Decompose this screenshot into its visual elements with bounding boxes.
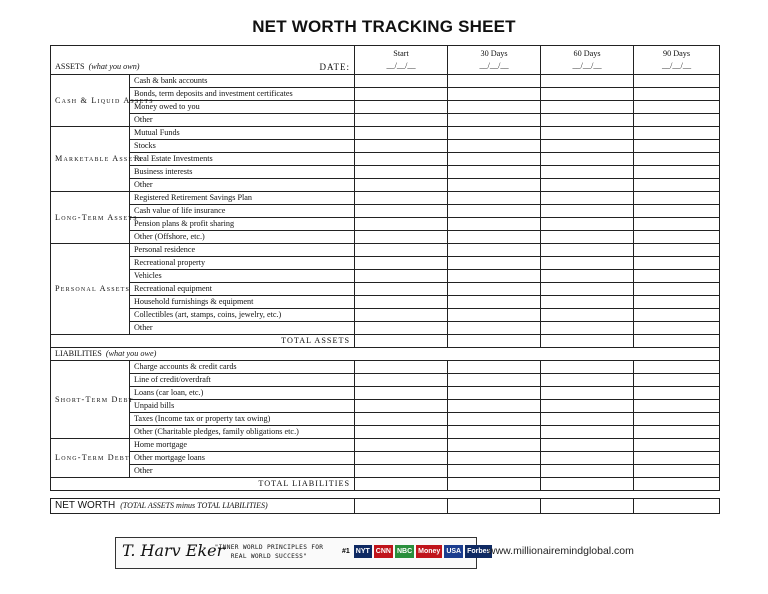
line-item-value-cell[interactable] — [448, 426, 541, 439]
line-item-value-cell[interactable] — [448, 296, 541, 309]
liabilities-header-row — [51, 348, 720, 361]
logo-money: Money — [416, 545, 442, 558]
line-item-row — [51, 309, 720, 322]
line-item-row — [51, 387, 720, 400]
line-item-row — [51, 283, 720, 296]
group-label: Short-Term Debt — [51, 361, 130, 439]
line-item-value-cell[interactable] — [355, 88, 448, 101]
line-item-value-cell[interactable] — [634, 101, 720, 114]
line-item-value-cell[interactable] — [541, 296, 634, 309]
line-item-label: Household furnishings & equipment — [130, 296, 355, 309]
signature: T. Harv Eker — [122, 541, 225, 560]
line-item-value-cell[interactable] — [448, 413, 541, 426]
line-item-row — [51, 75, 720, 88]
line-item-value-cell[interactable] — [541, 374, 634, 387]
line-item-label: Recreational equipment — [130, 283, 355, 296]
line-item-label: Unpaid bills — [130, 400, 355, 413]
assets-sub: (what you own) — [88, 62, 140, 71]
column-date-field[interactable]: __/__/__ — [661, 61, 692, 70]
line-item-value-cell[interactable] — [448, 140, 541, 153]
total-assets-label: TOTAL ASSETS — [51, 335, 355, 348]
line-item-label: Other — [130, 114, 355, 127]
line-item-value-cell[interactable] — [448, 205, 541, 218]
line-item-value-cell[interactable] — [541, 283, 634, 296]
line-item-row — [51, 205, 720, 218]
assets-header — [51, 46, 355, 75]
net-worth-value-cell[interactable] — [448, 499, 541, 514]
line-item-row — [51, 179, 720, 192]
line-item-row — [51, 166, 720, 179]
line-item-label: Other (Charitable pledges, family obligations etc.) — [130, 426, 355, 439]
line-item-value-cell[interactable] — [355, 192, 448, 205]
line-item-value-cell[interactable] — [541, 166, 634, 179]
total-assets-value-cell[interactable] — [541, 335, 634, 348]
column-header-2 — [541, 46, 634, 75]
line-item-value-cell[interactable] — [634, 114, 720, 127]
line-item-label: Other — [130, 179, 355, 192]
line-item-value-cell[interactable] — [355, 322, 448, 335]
line-item-value-cell[interactable] — [541, 205, 634, 218]
line-item-label: Charge accounts & credit cards — [130, 361, 355, 374]
line-item-value-cell[interactable] — [634, 218, 720, 231]
total-liabilities-value-cell[interactable] — [448, 478, 541, 491]
assets-label: ASSETS — [55, 62, 85, 71]
line-item-value-cell[interactable] — [355, 296, 448, 309]
line-item-value-cell[interactable] — [634, 322, 720, 335]
line-item-row — [51, 153, 720, 166]
line-item-value-cell[interactable] — [541, 309, 634, 322]
net-worth-value-cell[interactable] — [355, 499, 448, 514]
line-item-value-cell[interactable] — [541, 439, 634, 452]
line-item-label: Real Estate Investments — [130, 153, 355, 166]
line-item-row — [51, 400, 720, 413]
line-item-value-cell[interactable] — [355, 179, 448, 192]
line-item-value-cell[interactable] — [355, 400, 448, 413]
line-item-row — [51, 452, 720, 465]
line-item-row — [51, 101, 720, 114]
line-item-label: Stocks — [130, 140, 355, 153]
line-item-value-cell[interactable] — [634, 296, 720, 309]
line-item-row — [51, 88, 720, 101]
line-item-row — [51, 426, 720, 439]
line-item-value-cell[interactable] — [541, 88, 634, 101]
line-item-label: Collectibles (art, stamps, coins, jewelry, etc.) — [130, 309, 355, 322]
line-item-label: Mutual Funds — [130, 127, 355, 140]
net-worth-sub: (TOTAL ASSETS minus TOTAL LIABILITIES) — [120, 501, 268, 510]
line-item-value-cell[interactable] — [448, 101, 541, 114]
line-item-value-cell[interactable] — [355, 140, 448, 153]
line-item-label: Line of credit/overdraft — [130, 374, 355, 387]
line-item-value-cell[interactable] — [448, 166, 541, 179]
line-item-row — [51, 257, 720, 270]
line-item-value-cell[interactable] — [634, 309, 720, 322]
line-item-row — [51, 244, 720, 257]
logo-number-one: #1 — [342, 548, 350, 555]
website-url[interactable]: www.millionairemindglobal.com — [488, 545, 634, 557]
total-assets-value-cell[interactable] — [448, 335, 541, 348]
line-item-label: Other — [130, 465, 355, 478]
column-label: 60 Days — [573, 49, 601, 58]
line-item-value-cell[interactable] — [448, 218, 541, 231]
line-item-value-cell[interactable] — [541, 218, 634, 231]
line-item-row — [51, 465, 720, 478]
total-liabilities-row — [51, 478, 720, 491]
line-item-value-cell[interactable] — [634, 205, 720, 218]
line-item-value-cell[interactable] — [541, 413, 634, 426]
line-item-value-cell[interactable] — [634, 400, 720, 413]
line-item-label: Taxes (Income tax or property tax owing) — [130, 413, 355, 426]
line-item-label: Money owed to you — [130, 101, 355, 114]
line-item-value-cell[interactable] — [541, 387, 634, 400]
line-item-row — [51, 374, 720, 387]
line-item-value-cell[interactable] — [355, 75, 448, 88]
line-item-value-cell[interactable] — [448, 465, 541, 478]
group-label: Cash & Liquid Assets — [51, 75, 130, 127]
line-item-label: Personal residence — [130, 244, 355, 257]
line-item-value-cell[interactable] — [448, 244, 541, 257]
line-item-value-cell[interactable] — [448, 283, 541, 296]
liabilities-header — [51, 348, 720, 361]
line-item-label: Home mortgage — [130, 439, 355, 452]
line-item-value-cell[interactable] — [541, 127, 634, 140]
logo-nyt: NYT — [354, 545, 372, 558]
line-item-value-cell[interactable] — [355, 127, 448, 140]
net-worth-value-cell[interactable] — [541, 499, 634, 514]
total-assets-value-cell[interactable] — [355, 335, 448, 348]
total-liabilities-label: TOTAL LIABILITIES — [51, 478, 355, 491]
line-item-value-cell[interactable] — [355, 465, 448, 478]
line-item-label: Vehicles — [130, 270, 355, 283]
line-item-row — [51, 218, 720, 231]
line-item-value-cell[interactable] — [541, 179, 634, 192]
line-item-value-cell[interactable] — [634, 452, 720, 465]
line-item-value-cell[interactable] — [541, 322, 634, 335]
line-item-value-cell[interactable] — [541, 140, 634, 153]
column-header-0 — [355, 46, 448, 75]
line-item-value-cell[interactable] — [541, 465, 634, 478]
line-item-value-cell[interactable] — [448, 374, 541, 387]
line-item-row — [51, 127, 720, 140]
line-item-value-cell[interactable] — [634, 244, 720, 257]
line-item-value-cell[interactable] — [448, 322, 541, 335]
line-item-value-cell[interactable] — [355, 426, 448, 439]
line-item-value-cell[interactable] — [448, 192, 541, 205]
net-worth-value-cell[interactable] — [634, 499, 720, 514]
line-item-value-cell[interactable] — [448, 400, 541, 413]
footer-banner — [115, 537, 491, 569]
logo-nbc: NBC — [395, 545, 414, 558]
line-item-value-cell[interactable] — [355, 218, 448, 231]
total-liabilities-value-cell[interactable] — [355, 478, 448, 491]
line-item-value-cell[interactable] — [355, 387, 448, 400]
line-item-value-cell[interactable] — [448, 387, 541, 400]
line-item-row — [51, 114, 720, 127]
column-date-field[interactable]: __/__/__ — [386, 61, 416, 70]
column-label: 30 Days — [480, 49, 508, 58]
line-item-row — [51, 192, 720, 205]
line-item-value-cell[interactable] — [355, 361, 448, 374]
line-item-value-cell[interactable] — [448, 270, 541, 283]
line-item-label: Other mortgage loans — [130, 452, 355, 465]
line-item-row — [51, 361, 720, 374]
total-assets-row — [51, 335, 720, 348]
group-label: Long-Term Assets — [51, 192, 130, 244]
line-item-value-cell[interactable] — [541, 192, 634, 205]
line-item-value-cell[interactable] — [634, 413, 720, 426]
line-item-value-cell[interactable] — [634, 257, 720, 270]
line-item-value-cell[interactable] — [634, 426, 720, 439]
line-item-value-cell[interactable] — [634, 231, 720, 244]
line-item-value-cell[interactable] — [355, 114, 448, 127]
line-item-value-cell[interactable] — [634, 270, 720, 283]
liabilities-sub: (what you owe) — [105, 349, 157, 358]
total-assets-value-cell[interactable] — [634, 335, 720, 348]
line-item-value-cell[interactable] — [541, 361, 634, 374]
line-item-label: Recreational property — [130, 257, 355, 270]
column-date-field[interactable]: __/__/__ — [479, 61, 509, 70]
line-item-value-cell[interactable] — [448, 439, 541, 452]
line-item-label: Cash value of life insurance — [130, 205, 355, 218]
footer-quote: "INNER WORLD PRINCIPLES FOR REAL WORLD SUCCESS" — [214, 544, 324, 560]
line-item-value-cell[interactable] — [355, 413, 448, 426]
line-item-label: Pension plans & profit sharing — [130, 218, 355, 231]
line-item-value-cell[interactable] — [634, 283, 720, 296]
line-item-value-cell[interactable] — [541, 426, 634, 439]
line-item-value-cell[interactable] — [541, 114, 634, 127]
logo-forbes: Forbes — [465, 545, 492, 558]
line-item-label: Other — [130, 322, 355, 335]
line-item-value-cell[interactable] — [541, 400, 634, 413]
logo-cnn: CNN — [374, 545, 393, 558]
line-item-row — [51, 439, 720, 452]
line-item-value-cell[interactable] — [448, 179, 541, 192]
page-title: NET WORTH TRACKING SHEET — [252, 17, 516, 36]
line-item-label: Bonds, term deposits and investment certificates — [130, 88, 355, 101]
line-item-value-cell[interactable] — [634, 75, 720, 88]
line-item-label: Loans (car loan, etc.) — [130, 387, 355, 400]
line-item-value-cell[interactable] — [634, 387, 720, 400]
line-item-value-cell[interactable] — [634, 127, 720, 140]
line-item-value-cell[interactable] — [448, 361, 541, 374]
line-item-value-cell[interactable] — [448, 309, 541, 322]
line-item-value-cell[interactable] — [355, 439, 448, 452]
net-worth-row — [51, 499, 720, 514]
line-item-value-cell[interactable] — [634, 179, 720, 192]
line-item-value-cell[interactable] — [448, 114, 541, 127]
line-item-row — [51, 322, 720, 335]
line-item-value-cell[interactable] — [448, 231, 541, 244]
line-item-value-cell[interactable] — [448, 88, 541, 101]
total-liabilities-value-cell[interactable] — [541, 478, 634, 491]
line-item-value-cell[interactable] — [541, 101, 634, 114]
line-item-value-cell[interactable] — [541, 257, 634, 270]
total-liabilities-value-cell[interactable] — [634, 478, 720, 491]
line-item-value-cell[interactable] — [634, 465, 720, 478]
group-label: Personal Assets — [51, 244, 130, 335]
line-item-value-cell[interactable] — [355, 283, 448, 296]
line-item-value-cell[interactable] — [448, 127, 541, 140]
line-item-value-cell[interactable] — [634, 439, 720, 452]
line-item-value-cell[interactable] — [448, 75, 541, 88]
line-item-value-cell[interactable] — [634, 88, 720, 101]
spacer-cell — [51, 491, 720, 499]
line-item-value-cell[interactable] — [634, 153, 720, 166]
line-item-value-cell[interactable] — [634, 166, 720, 179]
line-item-value-cell[interactable] — [541, 231, 634, 244]
line-item-row — [51, 296, 720, 309]
date-label: DATE: — [319, 62, 350, 72]
line-item-value-cell[interactable] — [355, 153, 448, 166]
line-item-value-cell[interactable] — [541, 153, 634, 166]
line-item-value-cell[interactable] — [634, 374, 720, 387]
column-header-3 — [634, 46, 720, 75]
column-label: Start — [393, 49, 409, 58]
line-item-row — [51, 270, 720, 283]
header-row — [51, 46, 720, 75]
line-item-value-cell[interactable] — [355, 244, 448, 257]
line-item-value-cell[interactable] — [355, 257, 448, 270]
line-item-label: Registered Retirement Savings Plan — [130, 192, 355, 205]
line-item-label: Business interests — [130, 166, 355, 179]
net-worth-table — [50, 45, 720, 514]
line-item-value-cell[interactable] — [355, 231, 448, 244]
liabilities-label: LIABILITIES — [55, 349, 102, 358]
column-date-field[interactable]: __/__/__ — [572, 61, 602, 70]
line-item-value-cell[interactable] — [355, 452, 448, 465]
group-label: Long-Term Debt — [51, 439, 130, 478]
line-item-row — [51, 140, 720, 153]
line-item-value-cell[interactable] — [355, 309, 448, 322]
net-worth-label: NET WORTH — [55, 500, 116, 511]
spacer-row — [51, 491, 720, 499]
line-item-value-cell[interactable] — [355, 101, 448, 114]
media-logos — [340, 545, 492, 558]
line-item-value-cell[interactable] — [541, 244, 634, 257]
line-item-value-cell[interactable] — [448, 153, 541, 166]
line-item-row — [51, 231, 720, 244]
line-item-value-cell[interactable] — [541, 270, 634, 283]
net-worth-cell — [51, 499, 355, 514]
line-item-value-cell[interactable] — [355, 166, 448, 179]
line-item-label: Cash & bank accounts — [130, 75, 355, 88]
line-item-value-cell[interactable] — [355, 374, 448, 387]
logo-usa: USA — [444, 545, 463, 558]
line-item-value-cell[interactable] — [355, 205, 448, 218]
column-header-1 — [448, 46, 541, 75]
line-item-value-cell[interactable] — [541, 75, 634, 88]
line-item-value-cell[interactable] — [634, 192, 720, 205]
line-item-value-cell[interactable] — [448, 452, 541, 465]
line-item-value-cell[interactable] — [634, 361, 720, 374]
line-item-value-cell[interactable] — [448, 257, 541, 270]
column-label: 90 Days — [662, 49, 691, 58]
line-item-row — [51, 413, 720, 426]
line-item-label: Other (Offshore, etc.) — [130, 231, 355, 244]
group-label: Marketable Assets — [51, 127, 130, 192]
line-item-value-cell[interactable] — [541, 452, 634, 465]
line-item-value-cell[interactable] — [355, 270, 448, 283]
line-item-value-cell[interactable] — [634, 140, 720, 153]
